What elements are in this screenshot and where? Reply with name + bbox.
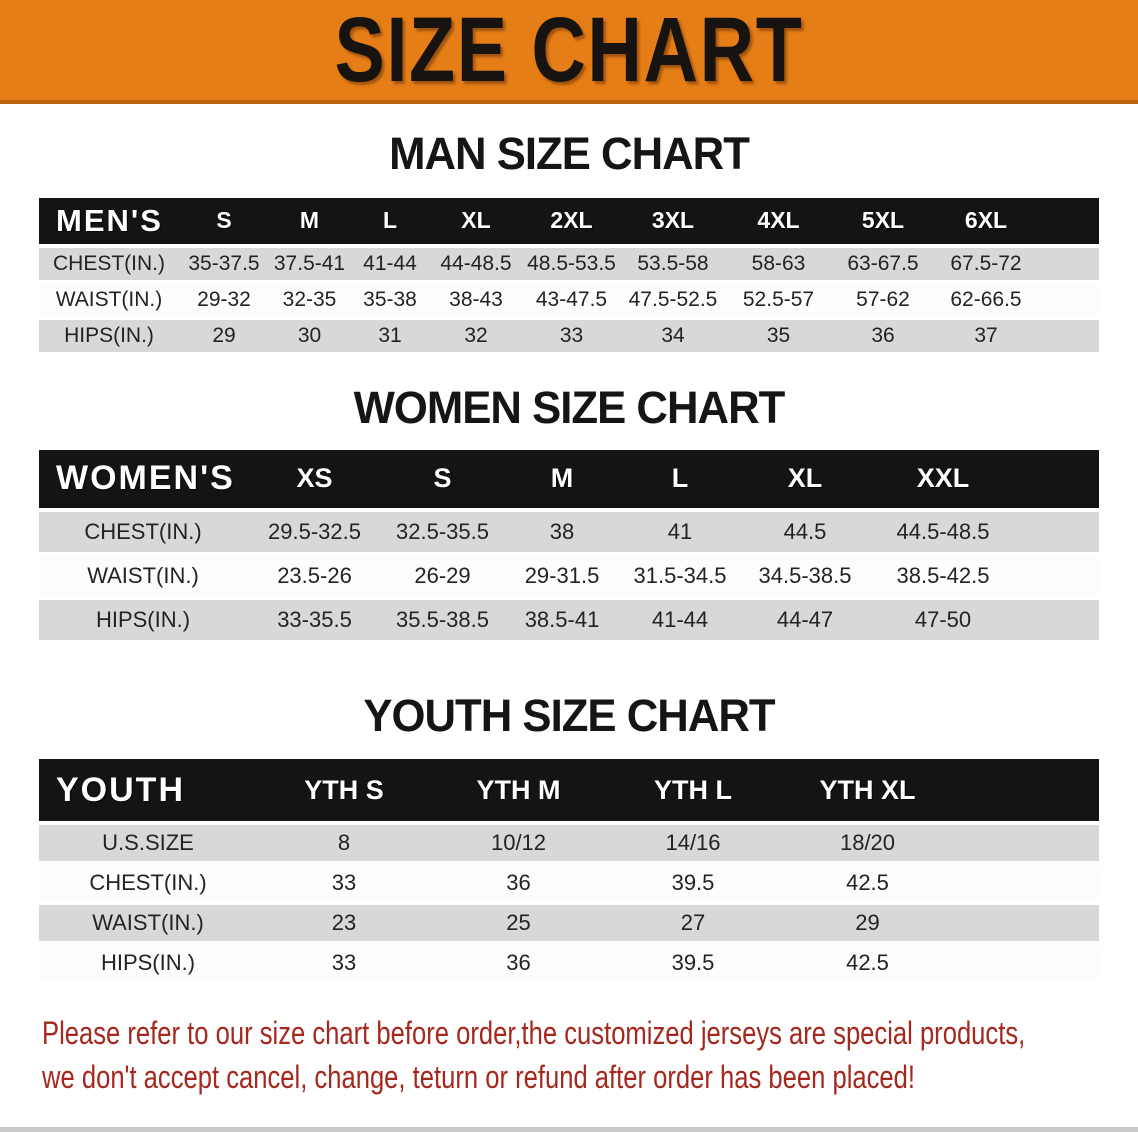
size-header-cell: YTH S <box>257 759 431 821</box>
value-cell: 30 <box>269 320 350 352</box>
value-cell: 67.5-72 <box>934 248 1038 280</box>
size-header-cell: YTH M <box>431 759 606 821</box>
table-corner-label: WOMEN'S <box>39 450 247 508</box>
table-row <box>39 248 1099 280</box>
value-cell: 44.5 <box>739 512 871 552</box>
value-cell: 44-47 <box>739 600 871 640</box>
table-row <box>39 825 1099 861</box>
size-header-cell: L <box>621 450 739 508</box>
table-row <box>39 945 1099 981</box>
table-row <box>39 865 1099 901</box>
size-header-cell: 4XL <box>725 198 832 244</box>
value-cell: 36 <box>431 945 606 981</box>
size-header-cell: XS <box>247 450 382 508</box>
value-cell: 29 <box>179 320 269 352</box>
size-header-cell: L <box>350 198 430 244</box>
disclaimer-line-2: we don't accept cancel, change, teturn or refund after order has been placed! <box>42 1059 915 1096</box>
value-cell: 23 <box>257 905 431 941</box>
value-cell: 36 <box>431 865 606 901</box>
row-label-cell: U.S.SIZE <box>39 825 257 861</box>
size-header-cell: M <box>503 450 621 508</box>
size-header-cell: 2XL <box>522 198 621 244</box>
table-row <box>39 556 1099 596</box>
table-corner-label: YOUTH <box>39 759 257 821</box>
table-header-row <box>39 450 1099 508</box>
value-cell: 38.5-42.5 <box>871 556 1015 596</box>
value-cell: 32 <box>430 320 522 352</box>
value-cell: 18/20 <box>780 825 955 861</box>
header-filler-cell <box>1015 450 1099 508</box>
size-header-cell: XL <box>430 198 522 244</box>
table-corner-label: MEN'S <box>39 198 179 244</box>
value-cell: 43-47.5 <box>522 284 621 316</box>
value-cell: 57-62 <box>832 284 934 316</box>
bottom-border-strip <box>0 1127 1138 1132</box>
value-cell: 29-31.5 <box>503 556 621 596</box>
row-filler-cell <box>955 905 1099 941</box>
row-label-cell: WAIST(IN.) <box>39 284 179 316</box>
size-header-cell: YTH L <box>606 759 780 821</box>
value-cell: 41 <box>621 512 739 552</box>
youth-section-heading: YOUTH SIZE CHART <box>363 689 775 741</box>
value-cell: 38 <box>503 512 621 552</box>
value-cell: 31.5-34.5 <box>621 556 739 596</box>
size-header-cell: XL <box>739 450 871 508</box>
value-cell: 29.5-32.5 <box>247 512 382 552</box>
table-header-row <box>39 198 1099 244</box>
value-cell: 23.5-26 <box>247 556 382 596</box>
row-filler-cell <box>955 865 1099 901</box>
row-label-cell: CHEST(IN.) <box>39 865 257 901</box>
value-cell: 34 <box>621 320 725 352</box>
value-cell: 39.5 <box>606 865 780 901</box>
men-size-table <box>39 194 1099 356</box>
value-cell: 63-67.5 <box>832 248 934 280</box>
header-filler-cell <box>1038 198 1099 244</box>
header-filler-cell <box>955 759 1099 821</box>
size-header-cell: M <box>269 198 350 244</box>
disclaimer-line-1: Please refer to our size chart before order,the customized jerseys are special products, <box>42 1015 1026 1052</box>
value-cell: 53.5-58 <box>621 248 725 280</box>
row-filler-cell <box>1015 512 1099 552</box>
value-cell: 37 <box>934 320 1038 352</box>
value-cell: 38.5-41 <box>503 600 621 640</box>
size-header-cell: S <box>382 450 503 508</box>
table-row <box>39 905 1099 941</box>
size-chart-banner <box>0 0 1138 104</box>
row-label-cell: WAIST(IN.) <box>39 556 247 596</box>
value-cell: 33 <box>257 945 431 981</box>
table-header-row <box>39 759 1099 821</box>
table-row <box>39 320 1099 352</box>
row-label-cell: HIPS(IN.) <box>39 600 247 640</box>
value-cell: 29-32 <box>179 284 269 316</box>
row-filler-cell <box>955 825 1099 861</box>
row-filler-cell <box>1015 600 1099 640</box>
value-cell: 44-48.5 <box>430 248 522 280</box>
youth-size-table <box>39 755 1099 985</box>
women-section-heading: WOMEN SIZE CHART <box>353 381 785 433</box>
table-row <box>39 600 1099 640</box>
row-filler-cell <box>1015 556 1099 596</box>
value-cell: 42.5 <box>780 945 955 981</box>
value-cell: 44.5-48.5 <box>871 512 1015 552</box>
size-header-cell: 3XL <box>621 198 725 244</box>
row-filler-cell <box>1038 284 1099 316</box>
value-cell: 38-43 <box>430 284 522 316</box>
value-cell: 25 <box>431 905 606 941</box>
row-label-cell: CHEST(IN.) <box>39 512 247 552</box>
value-cell: 32.5-35.5 <box>382 512 503 552</box>
row-filler-cell <box>1038 248 1099 280</box>
value-cell: 29 <box>780 905 955 941</box>
value-cell: 35.5-38.5 <box>382 600 503 640</box>
value-cell: 35-37.5 <box>179 248 269 280</box>
value-cell: 48.5-53.5 <box>522 248 621 280</box>
value-cell: 26-29 <box>382 556 503 596</box>
banner-title: SIZE CHART <box>334 0 804 101</box>
value-cell: 33 <box>257 865 431 901</box>
value-cell: 41-44 <box>350 248 430 280</box>
size-header-cell: YTH XL <box>780 759 955 821</box>
value-cell: 58-63 <box>725 248 832 280</box>
value-cell: 52.5-57 <box>725 284 832 316</box>
value-cell: 47-50 <box>871 600 1015 640</box>
value-cell: 14/16 <box>606 825 780 861</box>
value-cell: 39.5 <box>606 945 780 981</box>
size-header-cell: 5XL <box>832 198 934 244</box>
size-header-cell: 6XL <box>934 198 1038 244</box>
value-cell: 33 <box>522 320 621 352</box>
value-cell: 34.5-38.5 <box>739 556 871 596</box>
table-row <box>39 512 1099 552</box>
row-filler-cell <box>955 945 1099 981</box>
size-header-cell: S <box>179 198 269 244</box>
value-cell: 35-38 <box>350 284 430 316</box>
row-filler-cell <box>1038 320 1099 352</box>
value-cell: 10/12 <box>431 825 606 861</box>
row-label-cell: HIPS(IN.) <box>39 320 179 352</box>
row-label-cell: CHEST(IN.) <box>39 248 179 280</box>
value-cell: 47.5-52.5 <box>621 284 725 316</box>
row-label-cell: HIPS(IN.) <box>39 945 257 981</box>
value-cell: 36 <box>832 320 934 352</box>
value-cell: 62-66.5 <box>934 284 1038 316</box>
value-cell: 41-44 <box>621 600 739 640</box>
disclaimer-text <box>42 1011 1026 1099</box>
table-row <box>39 284 1099 316</box>
value-cell: 35 <box>725 320 832 352</box>
size-header-cell: XXL <box>871 450 1015 508</box>
value-cell: 32-35 <box>269 284 350 316</box>
men-section-heading: MAN SIZE CHART <box>389 128 749 179</box>
row-label-cell: WAIST(IN.) <box>39 905 257 941</box>
value-cell: 8 <box>257 825 431 861</box>
value-cell: 33-35.5 <box>247 600 382 640</box>
value-cell: 27 <box>606 905 780 941</box>
value-cell: 42.5 <box>780 865 955 901</box>
value-cell: 37.5-41 <box>269 248 350 280</box>
women-size-table <box>39 446 1099 644</box>
value-cell: 31 <box>350 320 430 352</box>
